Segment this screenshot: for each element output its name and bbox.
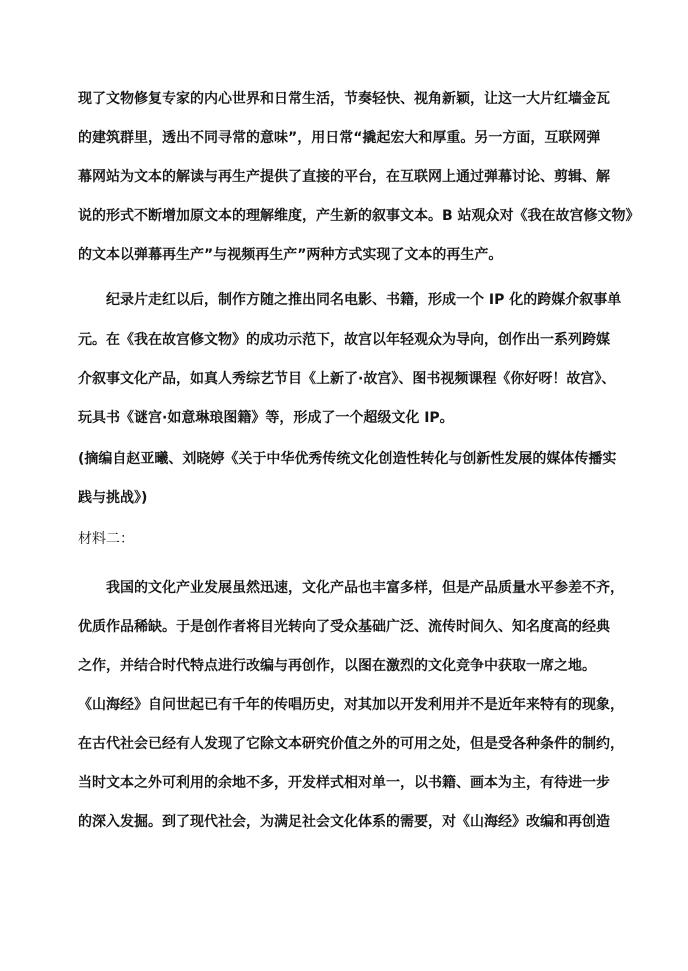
paragraph2-line-1: 纪录片走红以后，制作方随之推出同名电影、书籍，形成一个 IP 化的跨媒介叙事单 [106, 292, 622, 308]
citation-line-2: 践与挑战》) [78, 490, 148, 506]
paragraph3-line-1: 我国的文化产业发展虽然迅速，文化产品也丰富多样，但是产品质量水平参差不齐， [106, 580, 624, 596]
paragraph2-line-4: 玩具书《谜宫·如意琳琅图籍》等，形成了一个超级文化 IP。 [78, 410, 454, 426]
citation-line-1: (摘编自赵亚曦、刘晓婷《关于中华优秀传统文化创造性转化与创新性发展的媒体传播实 [78, 451, 617, 467]
section-heading: 材料二： [78, 531, 134, 547]
paragraph2-line-3: 介叙事文化产品，如真人秀综艺节目《上新了·故宫》、图书视频课程《你好呀！故宫》、 [78, 371, 616, 387]
paragraph3-line-5: 在古代社会已经有人发现了它除文本研究价值之外的可用之处，但是受各种条件的制约， [78, 736, 624, 752]
paragraph1-line-2: 的建筑群里，透出不同寻常的意味”，用日常“撬起宏大和厚重。另一方面，互联网弹 [78, 130, 601, 146]
paragraph3-line-6: 当时文本之外可利用的余地不多，开发样式相对单一，以书籍、画本为主，有待进一步 [78, 775, 610, 791]
paragraph1-line-1: 现了文物修复专家的内心世界和日常生活，节奏轻快、视角新颖，让这一大片红墙金瓦 [78, 91, 610, 107]
paragraph1-line-4: 说的形式不断增加原文本的理解维度，产生新的叙事文本。B 站观众对《我在故宫修文物》 [78, 208, 640, 224]
paragraph1-line-5: 的文本以弹幕再生产”与视频再生产”两种方式实现了文本的再生产。 [78, 247, 503, 263]
paragraph3-line-3: 之作，并结合时代特点进行改编与再创作，以图在激烈的文化竞争中获取一席之地。 [78, 658, 596, 674]
paragraph3-line-7: 的深入发掘。到了现代社会，为满足社会文化体系的需要，对《山海经》改编和再创造 [78, 814, 610, 830]
paragraph3-line-4: 《山海经》自问世起已有千年的传唱历史，对其加以开发利用并不是近年来特有的现象， [78, 697, 624, 713]
paragraph1-line-3: 幕网站为文本的解读与再生产提供了直接的平台，在互联网上通过弹幕讨论、剪辑、解 [78, 169, 610, 185]
paragraph3-line-2: 优质作品稀缺。于是创作者将目光转向了受众基础广泛、流传时间久、知名度高的经典 [78, 619, 610, 635]
paragraph2-line-2: 元。在《我在故宫修文物》的成功示范下，故宫以年轻观众为导向，创作出一系列跨媒 [78, 332, 610, 348]
